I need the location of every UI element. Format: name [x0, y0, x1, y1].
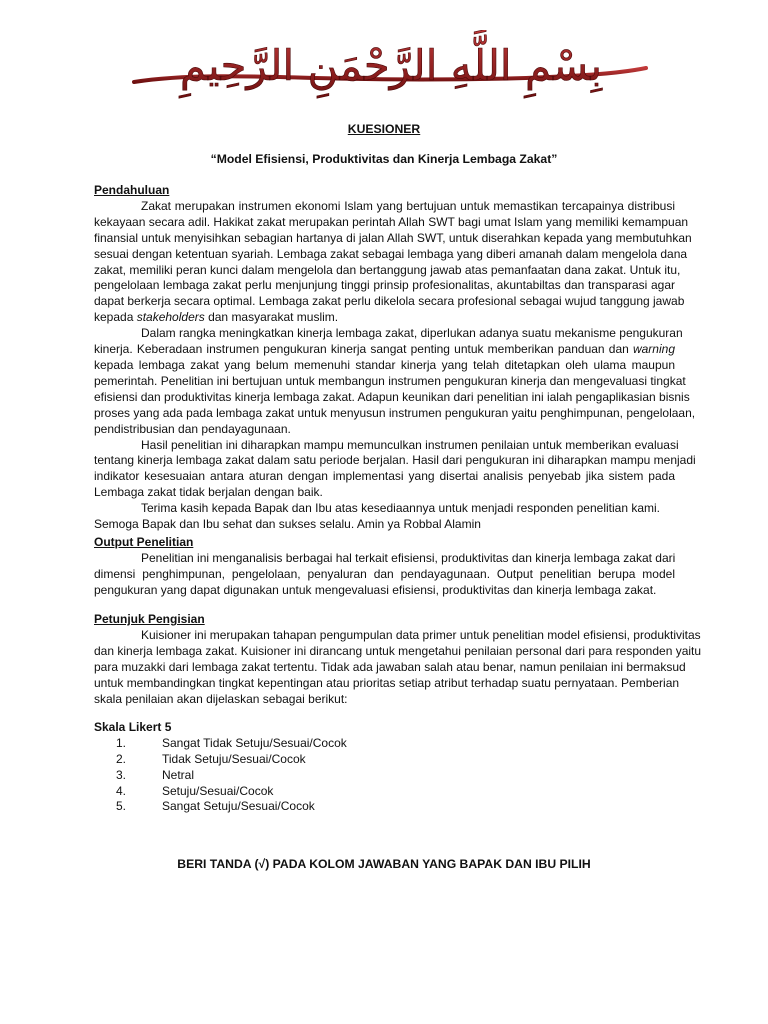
paragraph-line: sesuai dengan ketentuan syariah. Lembaga zakat sebagai lembaga yang diberi amanah dalam mengelola dana [94, 246, 688, 261]
italic-term: stakeholders [136, 310, 205, 325]
paragraph-line [94, 310, 675, 326]
section-heading-petunjuk: Petunjuk Pengisian [94, 612, 205, 626]
paragraph-line: skala penilaian akan dijelaskan sebagai berikut: [94, 691, 348, 706]
section-heading-likert: Skala Likert 5 [94, 720, 172, 734]
paragraph-line: pengelolaan lembaga zakat perlu menjunjung tinggi prinsip profesionalitas, akuntabiltas dan transparasi agar [94, 278, 675, 293]
list-item [94, 752, 675, 768]
paragraph-line: Hasil penelitian ini diharapkan mampu memunculkan instrumen penilaian untuk memberikan evaluasi [141, 437, 679, 452]
section-heading-output: Output Penelitian [94, 535, 194, 549]
list-item [94, 784, 675, 800]
paragraph-line: zakat, memiliki peran kunci dalam mengelola dan bertanggung jawab atas pemanfaatan dana zakat. Untuk itu, [94, 262, 681, 277]
list-item [94, 736, 675, 752]
text-run: dan masyarakat muslim. [204, 310, 339, 325]
list-number: 2. [116, 751, 127, 766]
paragraph-line: pendistribusian dan pendayagunaan. [94, 421, 291, 436]
list-label: Sangat Setuju/Sesuai/Cocok [162, 799, 315, 814]
paragraph-line: para muzakki dari lembaga zakat tertentu. Tidak ada jawaban salah atau benar, namun penilaian ini bermaksud [94, 659, 686, 674]
list-number: 3. [116, 767, 127, 782]
basmala-text: بِسْمِ اللَّهِ الرَّحْمَنِ الرَّحِيمِ [179, 41, 603, 90]
likert-scale-list [94, 736, 675, 815]
basmala-calligraphy [126, 30, 656, 108]
paragraph-line: kepada lembaga zakat yang belum memenuhi standar kinerja yang telah ditetapkan oleh ulama maupun [94, 357, 675, 372]
list-number: 5. [116, 799, 127, 814]
section-heading-pendahuluan: Pendahuluan [94, 183, 170, 197]
italic-term: warning [632, 342, 675, 357]
text-run: kepada [94, 310, 137, 325]
list-label: Netral [162, 767, 195, 782]
paragraph-line: proses yang ada pada lembaga zakat untuk menyusun instrumen pengukuran yaitu penghimpunan, pengelolaan, [94, 405, 696, 420]
paragraph-line: pemerintah. Penelitian ini bertujuan untuk membangun instrumen pengukuran kinerja dan mengevaluasi tingkat [94, 373, 686, 388]
pendahuluan-section [94, 183, 696, 533]
paragraph-line: Terima kasih kepada Bapak dan Ibu atas kesediaannya untuk menjadi responden penelitian kami. [141, 501, 660, 516]
list-label: Setuju/Sesuai/Cocok [162, 783, 274, 798]
paragraph-line: untuk membandingkan tingkat kepentingan atau prioritas setiap atribut terhadap suatu pernyataan. Pemberian [94, 675, 680, 690]
list-item [94, 768, 675, 784]
paragraph-line: Lembaga zakat tidak berjalan dengan baik. [94, 485, 323, 500]
paragraph-line: tentang kinerja lembaga zakat dalam satu periode berjalan. Hasil dari pengukuran ini diharapkan mampu menjadi [94, 453, 696, 468]
paragraph-line: dimensi penghimpunan, pengelolaan, penyaluran dan pendayagunaan. Output penelitian berupa model [94, 566, 675, 581]
output-section [94, 535, 675, 599]
paragraph-line: kekayaan secara adil. Hakikat zakat merupakan perintah Allah SWT bagi umat Islam yang memiliki kemampuan [94, 214, 689, 229]
paragraph-line: dapat berkerja secara optimal. Lembaga zakat perlu dikelola secara profesional sebagai wujud tanggung jawab [94, 294, 685, 309]
petunjuk-section [94, 612, 702, 707]
text-run: kinerja. Keberadaan instrumen pengukuran kinerja sangat penting untuk memberikan panduan dan [94, 342, 633, 357]
list-label: Sangat Tidak Setuju/Sesuai/Cocok [162, 735, 347, 750]
paragraph-line: Dalam rangka meningkatkan kinerja lembaga zakat, diperlukan adanya suatu mekanisme pengukuran [141, 326, 683, 341]
paragraph-line: Kuisioner ini merupakan tahapan pengumpulan data primer untuk penelitian model efisiensi, produktivitas [141, 627, 701, 642]
paragraph-line: Semoga Bapak dan Ibu sehat dan sukses selalu. Amin ya Robbal Alamin [94, 517, 481, 532]
document-subtitle: “Model Efisiensi, Produktivitas dan Kinerja Lembaga Zakat” [210, 152, 558, 166]
list-number: 1. [116, 735, 127, 750]
paragraph-line: indikator kesesuaian antara aturan dengan implementasi yang disertai analisis penyebab jika sistem pada [94, 469, 675, 484]
list-number: 4. [116, 783, 127, 798]
list-item [94, 799, 675, 815]
paragraph-line: pengukuran yang dapat digunakan untuk mengevaluasi efisiensi, produktivitas dan kinerja lembaga zakat. [94, 582, 657, 597]
paragraph-line: finansial untuk menyisihkan sebagian hartanya di jalan Allah SWT, untuk diserahkan kepada yang membutuhkan [94, 230, 692, 245]
paragraph-line: dan kinerja lembaga zakat. Kuisioner ini dirancang untuk mengetahui penilaian personal dari para responden yaitu [94, 643, 702, 658]
paragraph-line: Zakat merupakan instrumen ekonomi Islam yang bertujuan untuk memastikan tercapainya distribusi [141, 198, 675, 213]
paragraph-line: efisiensi dan produktivitas kinerja lembaga zakat. Adapun keunikan dari penelitian ini ialah pengaplikasian bisnis [94, 389, 690, 404]
answer-instruction: BERI TANDA (√) PADA KOLOM JAWABAN YANG BAPAK DAN IBU PILIH [177, 857, 591, 871]
paragraph-line [94, 342, 675, 358]
likert-section [94, 720, 675, 815]
document-title: KUESIONER [347, 122, 421, 136]
paragraph-line: Penelitian ini menganalisis berbagai hal terkait efisiensi, produktivitas dan kinerja lembaga zakat dari [141, 550, 676, 565]
list-label: Tidak Setuju/Sesuai/Cocok [162, 751, 306, 766]
